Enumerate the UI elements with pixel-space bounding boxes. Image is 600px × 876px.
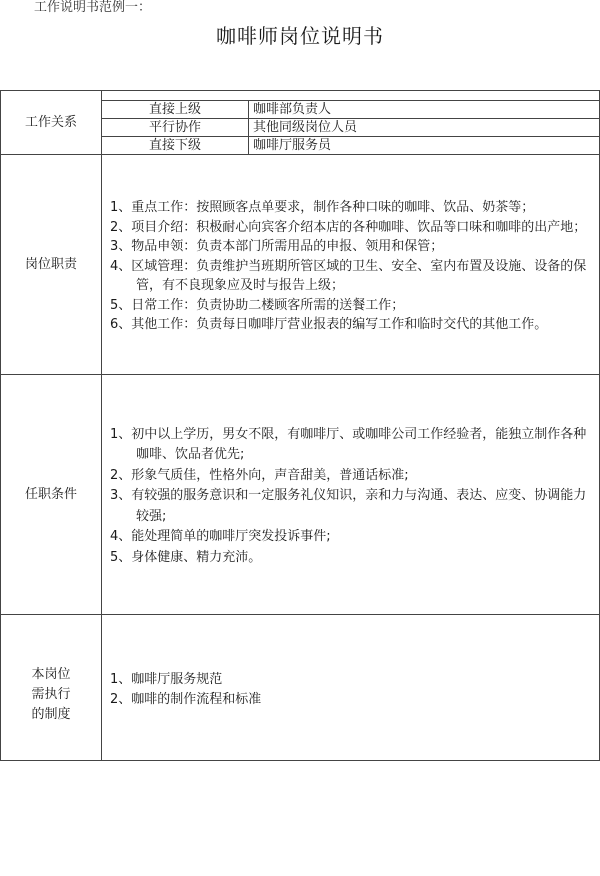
duties-label: 岗位职责 <box>1 155 102 375</box>
systems-label-line: 的制度 <box>31 706 71 722</box>
relations-top-spacer <box>102 91 599 101</box>
requirement-item: 2、形象气质佳，性格外向，声音甜美，普通话标准; <box>110 467 409 483</box>
duties-cell <box>102 155 600 375</box>
duty-item: 2、项目介绍：积极耐心向宾客介绍本店的各种咖啡、饮品等口味和咖啡的出产地； <box>110 219 587 235</box>
document-title: 咖啡师岗位说明书 <box>216 24 384 48</box>
systems-label-line: 本岗位 <box>31 666 71 682</box>
systems-row <box>1 615 600 761</box>
requirement-item: 3、有较强的服务意识和一定服务礼仪知识，亲和力与沟通、表达、应变、协调能力较强; <box>110 488 587 524</box>
duty-item: 5、日常工作：负责协助二楼顾客所需的送餐工作； <box>110 297 405 313</box>
relation-row <box>102 137 599 155</box>
requirements-cell <box>102 375 600 615</box>
requirement-item: 1、初中以上学历，男女不限，有咖啡厅、或咖啡公司工作经验者，能独立制作各种咖啡、饮品者优先; <box>110 426 587 463</box>
duty-item: 3、物品申领：负责本部门所需用品的申报、领用和保管； <box>110 239 444 255</box>
relation-row <box>102 119 599 137</box>
duty-item: 6、其他工作：负责每日咖啡厅营业报表的编写工作和临时交代的其他工作。 <box>110 317 548 333</box>
duties-list <box>102 194 599 335</box>
relation-key: 直接下级 <box>102 137 249 155</box>
requirement-item: 4、能处理简单的咖啡厅突发投诉事件; <box>110 529 331 545</box>
page-heading: 工作说明书范例一： <box>34 0 152 15</box>
relations-label: 工作关系 <box>1 91 102 155</box>
systems-list <box>102 666 599 710</box>
systems-label-line: 需执行 <box>31 686 71 702</box>
requirements-label: 任职条件 <box>1 375 102 615</box>
requirements-row <box>1 375 600 615</box>
relations-subtable <box>102 101 599 154</box>
relation-row <box>102 101 599 119</box>
systems-label <box>1 615 102 761</box>
relation-value: 其他同级岗位人员 <box>249 119 600 137</box>
system-item: 1、咖啡厅服务规范 <box>110 671 223 687</box>
requirements-list <box>102 421 599 569</box>
system-item: 2、咖啡的制作流程和标准 <box>110 691 262 707</box>
relation-value: 咖啡部负责人 <box>249 101 600 119</box>
relation-value: 咖啡厅服务员 <box>253 138 332 153</box>
relations-cell <box>102 91 600 155</box>
job-description-table <box>0 90 600 761</box>
relations-row <box>1 91 600 155</box>
systems-cell <box>102 615 600 761</box>
relation-key: 直接上级 <box>102 101 249 119</box>
duty-item: 1、重点工作：按照顾客点单要求，制作各种口味的咖啡、饮品、奶茶等； <box>110 200 535 216</box>
relation-key: 平行协作 <box>102 119 249 137</box>
duty-item: 4、区域管理：负责维护当班期所管区域的卫生、安全、室内布置及设施、设备的保管，有不良现象应及时与报告上级； <box>110 258 587 294</box>
duties-row <box>1 155 600 375</box>
requirement-item: 5、身体健康、精力充沛。 <box>110 549 262 565</box>
